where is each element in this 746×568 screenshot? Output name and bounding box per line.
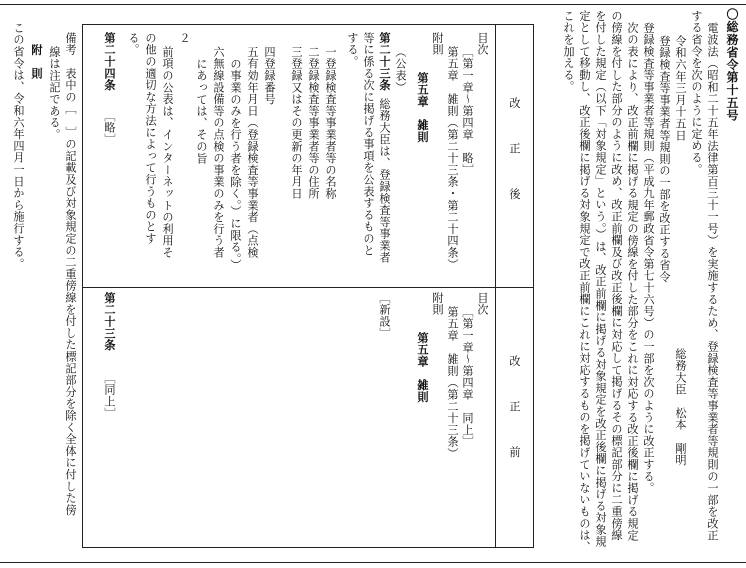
before-toc-1: ［第一章～第四章 同上］ bbox=[461, 306, 474, 448]
before-art23-text: ［同上］ bbox=[103, 372, 116, 420]
body-line-5: 定として移動し、改正後欄に掲げる対象規定で改正前欄にこれに対応するものを掲げていないものは、 bbox=[578, 10, 591, 553]
item-6-line-1: 六無線設備等の点検の事業のみを行う者 bbox=[212, 46, 225, 259]
para2-line-3: る。 bbox=[127, 32, 140, 56]
item-1: 一登録検査等事業者等の名称 bbox=[324, 46, 337, 200]
ordinance-title: 〇総務省令第十五号 bbox=[725, 8, 739, 122]
after-kouji: （公表） bbox=[394, 46, 407, 94]
after-header: 改 正 後 bbox=[508, 97, 521, 204]
item-5-line-2: の事業のみを行う者を除く。）に限る。） bbox=[229, 58, 242, 271]
note-line-1: 備考 表中の［ ］の記載及び対象規定の二重傍線を付した標記部分を除く全体に付した傍 bbox=[64, 32, 77, 516]
intro-line-1: 電波法（昭和二十五年法律第百三十一号）を実施するため、登録検査等事業者等規則の一部を改正 bbox=[706, 22, 719, 542]
body-line-4: を付した規定（以下「対象規定」という。）は、改正前欄に掲げる対象規定を改正後欄に掲げる対象規 bbox=[594, 10, 607, 548]
top-rule bbox=[0, 4, 746, 5]
item-3: 三登録又はその更新の年月日 bbox=[290, 46, 303, 200]
after-art23-text-3: する。 bbox=[346, 32, 359, 68]
after-ch5: 第五章 雑則 bbox=[416, 72, 429, 143]
signer: 総務大臣 松本 剛明 bbox=[674, 348, 687, 466]
after-art24-text: ［略］ bbox=[103, 110, 116, 146]
para2-line-1: 前項の公表は、インターネットの利用そ bbox=[161, 46, 174, 259]
note-line-2: 線は注記である。 bbox=[48, 46, 61, 141]
supplement-text: この省令は、令和六年四月一日から施行する。 bbox=[12, 22, 25, 270]
after-art24: 第二十四条 bbox=[103, 32, 116, 91]
before-toc-2: 第五章 雑則（第二十三条） bbox=[446, 306, 459, 460]
body-line-3: の傍線を付した部分のように改め、改正前欄及び改正後欄に対応して掲げるその標記部分に二重傍線 bbox=[610, 10, 623, 541]
body-line-1: 登録検査等事業者等規則（平成九年郵政省令第七十六号）の一部を次のように改正する。 bbox=[642, 22, 655, 494]
after-toc-2: 第五章 雑則（第二十三条・第二十四条） bbox=[446, 46, 459, 271]
before-new: ［新設］ bbox=[378, 292, 391, 340]
after-toc-label: 目次 bbox=[476, 32, 489, 56]
body-line-6: これを加える。 bbox=[562, 10, 575, 93]
after-toc-1: ［第一章～第四章 略］ bbox=[461, 46, 474, 176]
item-2: 二登録検査等事業者等の住所 bbox=[307, 46, 320, 200]
table-middle-divider bbox=[83, 287, 533, 288]
supplement-label: 附 則 bbox=[30, 44, 43, 80]
intro-line-2: する省令を次のように定める。 bbox=[690, 10, 703, 176]
para2-no: ２ bbox=[178, 32, 191, 44]
before-ch5: 第五章 雑則 bbox=[416, 332, 429, 403]
item-5-line-1: 五有効年月日（登録検査等事業者（点検 bbox=[246, 46, 259, 259]
after-art23-text-1: 総務大臣は、登録検査等事業者 bbox=[378, 98, 391, 264]
after-suppl-label: 附則 bbox=[431, 32, 444, 56]
item-6-line-2: にあっては、その旨 bbox=[195, 58, 208, 165]
bottom-rule bbox=[0, 562, 746, 563]
item-4: 四登録番号 bbox=[263, 46, 276, 106]
date: 令和六年三月十五日 bbox=[674, 35, 687, 142]
before-art23: 第二十三条 bbox=[103, 292, 116, 351]
before-suppl-label: 附則 bbox=[431, 292, 444, 316]
table-header-divider bbox=[495, 25, 496, 547]
para2-line-2: の他の適切な方法によって行うものとす bbox=[144, 32, 157, 245]
before-toc-label: 目次 bbox=[476, 292, 489, 316]
ordinance-name: 登録検査等事業者等規則の一部を改正する省令 bbox=[658, 35, 671, 283]
before-header: 改 正 前 bbox=[508, 355, 521, 462]
body-line-2: 次の表により、改正前欄に掲げる規定の傍線を付した部分をこれに対応する改正後欄に掲げる規定 bbox=[626, 22, 639, 542]
after-art23: 第二十三条 bbox=[378, 32, 391, 91]
after-art23-text-2: 等に係る次に掲げる事項を公表するものと bbox=[362, 32, 375, 257]
